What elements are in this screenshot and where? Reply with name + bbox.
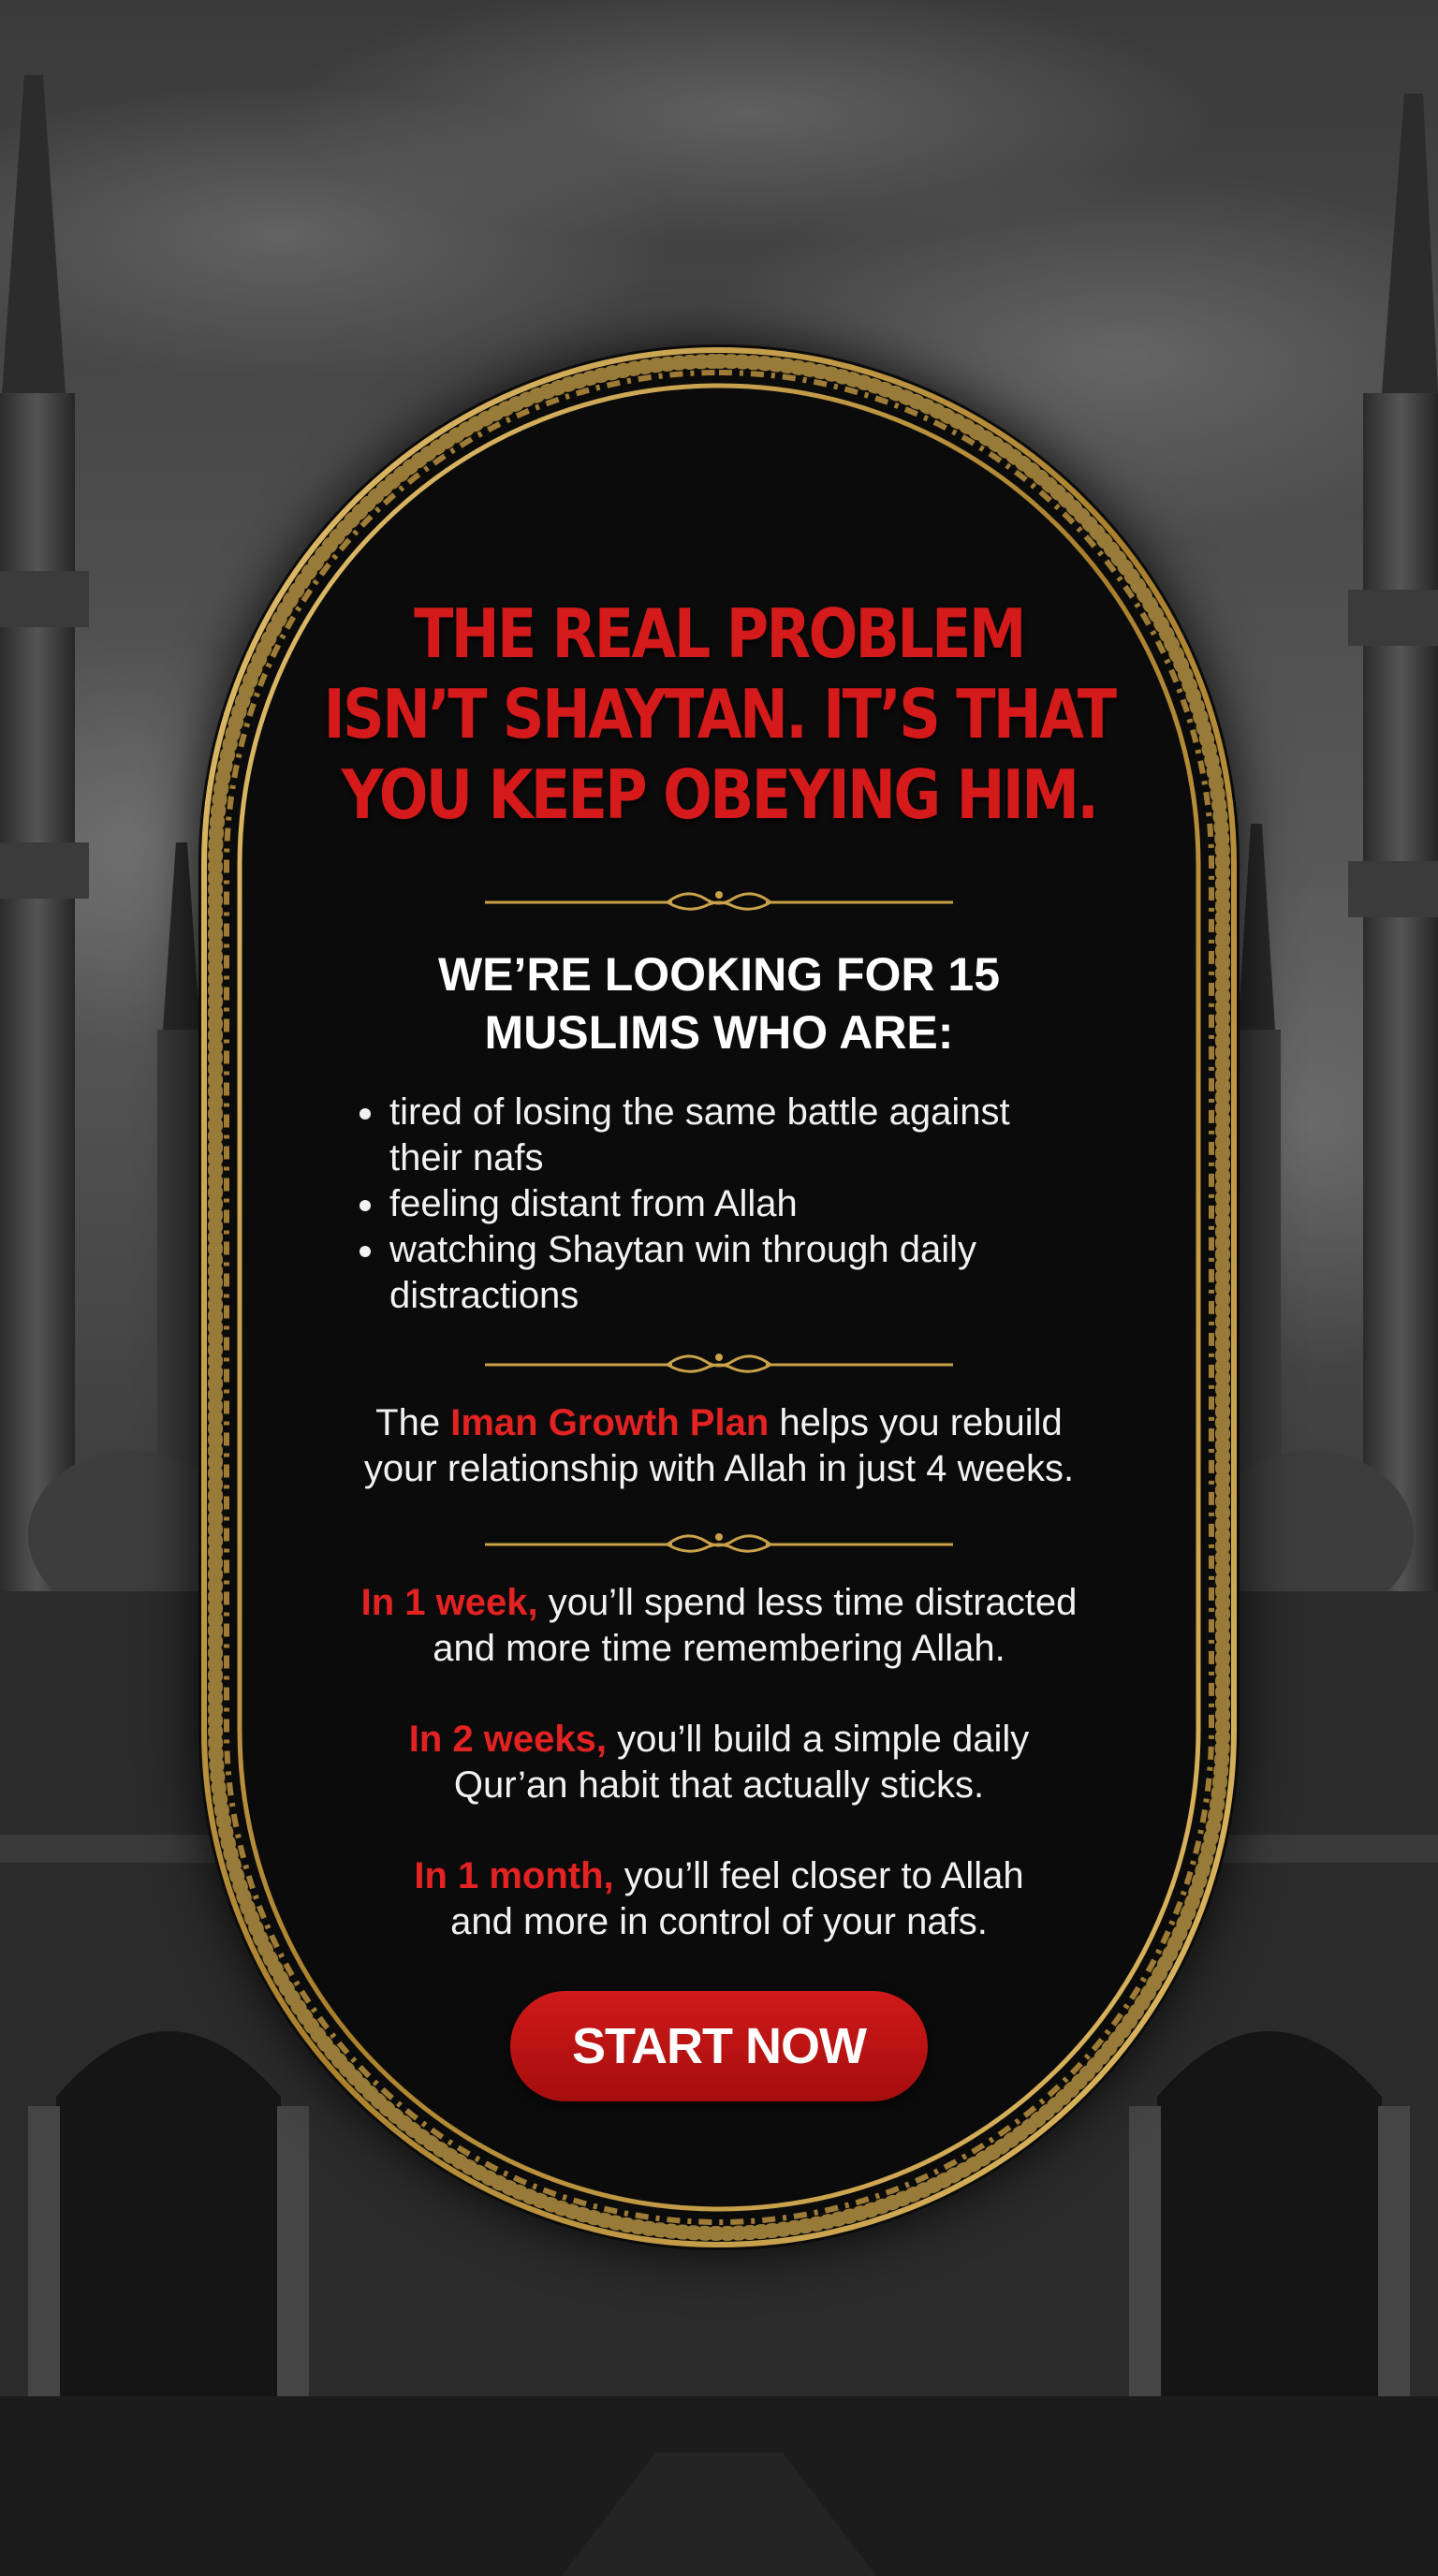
- headline-line-3: YOU KEEP OBEYING HIM.: [341, 755, 1097, 834]
- subhead-line-1: WE’RE LOOKING FOR 15: [437, 948, 1001, 1001]
- milestone-2-weeks: In 2 weeks, you’ll build a simple daily Qur’an habit that actually sticks.: [408, 1719, 1030, 1806]
- list-item: • feeling distant from Allah: [388, 1181, 1155, 1227]
- ornamental-divider: [485, 1346, 953, 1383]
- oval-content-card: [198, 344, 1240, 2250]
- headline-line-2: ISN’T SHAYTAN. IT’S THAT: [323, 675, 1115, 754]
- audience-bullet-list: [354, 1090, 1155, 1319]
- plan-name: Iman Growth Plan: [450, 1402, 770, 1443]
- ornamental-divider: [485, 1526, 953, 1563]
- ornamental-divider: [485, 884, 953, 921]
- list-item: • tired of losing the same battle against their nafs: [388, 1090, 1155, 1181]
- milestone-1-week: In 1 week, you’ll spend less time distracted and more time remembering Allah.: [360, 1582, 1078, 1669]
- headline-line-1: THE REAL PROBLEM: [414, 594, 1024, 673]
- plan-description: The Iman Growth Plan helps you rebuild your relationship with Allah in just 4 weeks.: [363, 1402, 1075, 1489]
- start-now-button[interactable]: START NOW: [510, 1991, 928, 2101]
- milestone-1-month: In 1 month, you’ll feel closer to Allah and more in control of your nafs.: [414, 1855, 1024, 1942]
- list-item: • watching Shaytan win through daily distractions: [388, 1227, 1155, 1319]
- subhead-line-2: MUSLIMS WHO ARE:: [484, 1006, 954, 1059]
